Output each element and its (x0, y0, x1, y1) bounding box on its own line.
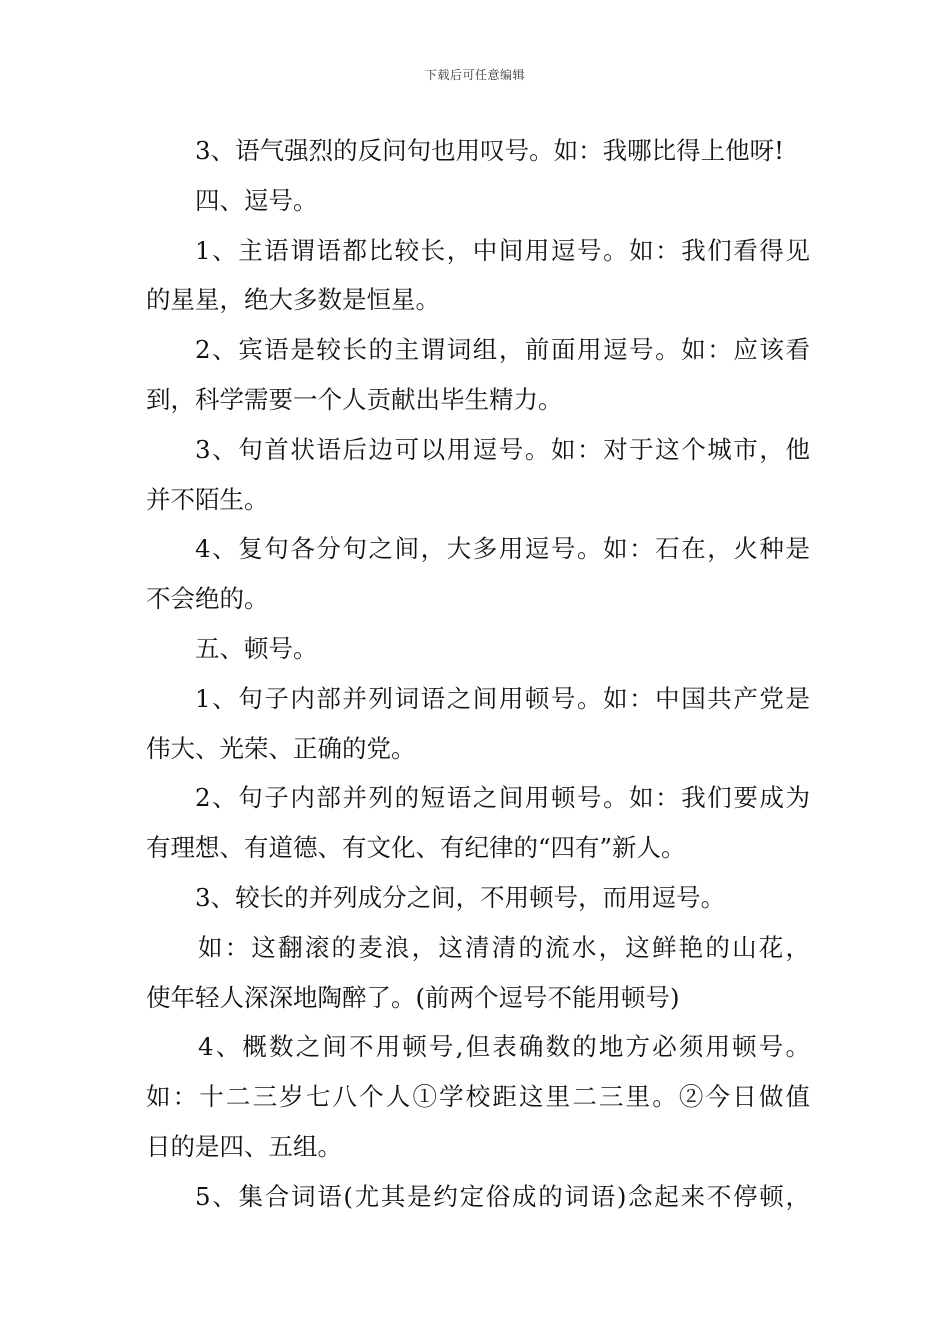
text-line: 如：这翻滚的麦浪，这清清的流水，这鲜艳的山花， (198, 932, 810, 962)
text-line: 的星星，绝大多数是恒星。 (146, 285, 440, 315)
text-line: 2、宾语是较长的主谓词组，前面用逗号。如：应该看 (195, 335, 810, 365)
text-line: 5、集合词语(尤其是约定俗成的词语)念起来不停顿， (195, 1181, 810, 1211)
text-line: 4、复句各分句之间，大多用逗号。如：石在，火种是 (195, 534, 810, 564)
text-line: 3、语气强烈的反问句也用叹号。如：我哪比得上他呀! (195, 136, 784, 165)
text-line: 3、较长的并列成分之间，不用顿号，而用逗号。 (195, 882, 726, 912)
text-line: 并不陌生。 (146, 484, 269, 514)
text-line: 4、概数之间不用顿号,但表确数的地方必须用顿号。 (198, 1032, 810, 1062)
text-line: 2、句子内部并列的短语之间用顿号。如：我们要成为 (195, 783, 810, 813)
text-line: 1、主语谓语都比较长，中间用逗号。如：我们看得见 (195, 235, 810, 265)
page-header: 下载后可任意编辑 (424, 68, 525, 82)
text-line: 不会绝的。 (146, 584, 269, 614)
text-line: 3、句首状语后边可以用逗号。如：对于这个城市，他 (195, 434, 810, 464)
text-line: 如：十二三岁七八个人①学校距这里二三里。②今日做值 (146, 1082, 810, 1112)
text-line: 伟大、光荣、正确的党。 (146, 733, 416, 763)
text-line: 五、顿号。 (195, 633, 318, 663)
text-line: 使年轻人深深地陶醉了。(前两个逗号不能用顿号) (146, 982, 680, 1012)
text-line: 有理想、有道德、有文化、有纪律的“四有”新人。 (146, 833, 686, 863)
text-line: 四、逗号。 (195, 185, 318, 215)
text-line: 日的是四、五组。 (146, 1131, 342, 1161)
text-line: 1、句子内部并列词语之间用顿号。如：中国共产党是 (195, 683, 810, 713)
document-body (146, 126, 810, 1222)
text-line: 到，科学需要一个人贡献出毕生精力。 (146, 384, 563, 414)
